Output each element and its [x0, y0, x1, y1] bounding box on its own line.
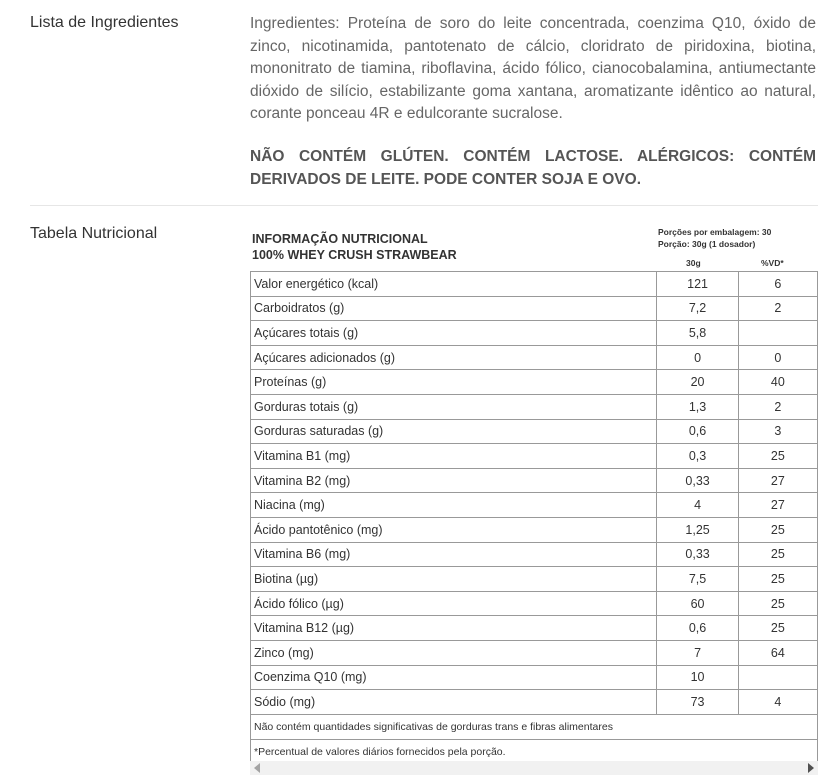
horizontal-scrollbar[interactable]	[250, 761, 818, 775]
nutrient-qty: 1,25	[657, 517, 738, 542]
nutrition-row	[251, 345, 818, 370]
nutrient-name: Niacina (mg)	[251, 493, 657, 518]
nutrient-name: Carboidratos (g)	[251, 296, 657, 321]
nutrition-title-line1: INFORMAÇÃO NUTRICIONAL	[252, 232, 428, 246]
nutrient-vd: 25	[738, 567, 817, 592]
nutrition-table-body	[251, 272, 818, 715]
serving-size: Porção: 30g (1 dosador)	[658, 239, 756, 249]
allergen-warning: NÃO CONTÉM GLÚTEN. CONTÉM LACTOSE. ALÉRGICOS: CONTÉM DERIVADOS DE LEITE. PODE CONTER SOJA E OVO.	[250, 148, 816, 188]
nutrient-vd: 40	[738, 370, 817, 395]
triangle-right-icon[interactable]	[808, 763, 814, 773]
nutrient-vd: 2	[738, 394, 817, 419]
ingredients-section-label: Lista de Ingredientes	[30, 14, 179, 31]
nutrient-qty: 1,3	[657, 394, 738, 419]
nutrient-vd: 27	[738, 468, 817, 493]
nutrient-qty: 5,8	[657, 321, 738, 346]
nutrient-name: Vitamina B2 (mg)	[251, 468, 657, 493]
nutrition-row	[251, 591, 818, 616]
nutrient-name: Açúcares totais (g)	[251, 321, 657, 346]
nutrient-name: Coenzima Q10 (mg)	[251, 665, 657, 690]
nutrient-name: Valor energético (kcal)	[251, 272, 657, 297]
nutrition-row	[251, 567, 818, 592]
nutrient-vd: 25	[738, 616, 817, 641]
nutrient-qty: 0,33	[657, 542, 738, 567]
servings-per-package: Porções por embalagem: 30	[658, 227, 772, 237]
nutrient-vd: 25	[738, 444, 817, 469]
nutrient-vd: 64	[738, 640, 817, 665]
section-divider	[30, 205, 818, 206]
nutrient-vd: 25	[738, 542, 817, 567]
footnote-row	[251, 714, 818, 739]
column-header-vd: %VD*	[761, 258, 784, 268]
nutrition-table-title	[252, 231, 457, 263]
nutrient-vd	[738, 321, 817, 346]
nutrition-title-line2: 100% WHEY CRUSH STRAWBEAR	[252, 248, 457, 262]
nutrient-qty: 60	[657, 591, 738, 616]
nutrient-vd: 25	[738, 591, 817, 616]
nutrition-table	[250, 271, 818, 765]
nutrition-row	[251, 690, 818, 715]
nutrition-row	[251, 394, 818, 419]
serving-info	[658, 226, 771, 250]
nutrient-name: Açúcares adicionados (g)	[251, 345, 657, 370]
nutrient-qty: 7,2	[657, 296, 738, 321]
nutrient-name: Biotina (µg)	[251, 567, 657, 592]
nutrient-name: Ácido fólico (µg)	[251, 591, 657, 616]
nutrient-qty: 73	[657, 690, 738, 715]
nutrient-name: Vitamina B12 (µg)	[251, 616, 657, 641]
nutrition-row	[251, 616, 818, 641]
nutrient-qty: 4	[657, 493, 738, 518]
nutrition-row	[251, 296, 818, 321]
footnote-daily-values: *Percentual de valores diários fornecidos pela porção.	[251, 739, 818, 764]
nutrient-qty: 10	[657, 665, 738, 690]
nutrient-qty: 121	[657, 272, 738, 297]
nutrient-name: Gorduras totais (g)	[251, 394, 657, 419]
nutrient-name: Sódio (mg)	[251, 690, 657, 715]
nutrient-name: Vitamina B1 (mg)	[251, 444, 657, 469]
nutrient-vd: 6	[738, 272, 817, 297]
nutrition-row	[251, 419, 818, 444]
nutrient-vd: 27	[738, 493, 817, 518]
nutrition-row	[251, 370, 818, 395]
nutrient-name: Zinco (mg)	[251, 640, 657, 665]
nutrient-qty: 0,3	[657, 444, 738, 469]
nutrition-row	[251, 517, 818, 542]
nutrient-qty: 0	[657, 345, 738, 370]
nutrition-row	[251, 321, 818, 346]
nutrition-row	[251, 542, 818, 567]
nutrition-table-footer	[251, 714, 818, 764]
nutrient-qty: 0,6	[657, 616, 738, 641]
nutrient-qty: 7	[657, 640, 738, 665]
nutrient-qty: 20	[657, 370, 738, 395]
nutrition-row	[251, 444, 818, 469]
nutrient-qty: 7,5	[657, 567, 738, 592]
nutrient-vd: 25	[738, 517, 817, 542]
nutrient-name: Vitamina B6 (mg)	[251, 542, 657, 567]
nutrient-name: Gorduras saturadas (g)	[251, 419, 657, 444]
nutrient-vd: 3	[738, 419, 817, 444]
nutrition-row	[251, 272, 818, 297]
ingredients-text: Ingredientes: Proteína de soro do leite concentrada, coenzima Q10, óxido de zinco, nicotinamida, pantotenato de cálcio, cloridrato de piridoxina, biotina, mononitrato de tiamina, riboflavina, ácido fólico, cianocobalamina, antiumectante dióxido de silício, estabilizante goma xantana, aromatizante idêntico ao natural, corante ponceau 4R e edulcorante sucralose.	[250, 15, 816, 122]
nutrient-name: Proteínas (g)	[251, 370, 657, 395]
nutrition-row	[251, 493, 818, 518]
nutrient-name: Ácido pantotênico (mg)	[251, 517, 657, 542]
triangle-left-icon[interactable]	[254, 763, 260, 773]
footnote-trans-fat: Não contém quantidades significativas de gorduras trans e fibras alimentares	[251, 714, 818, 739]
nutrition-row	[251, 468, 818, 493]
nutrient-vd: 2	[738, 296, 817, 321]
nutrition-row	[251, 665, 818, 690]
nutrient-qty: 0,33	[657, 468, 738, 493]
nutrient-vd	[738, 665, 817, 690]
nutrient-vd: 0	[738, 345, 817, 370]
column-header-qty: 30g	[686, 258, 701, 268]
nutrient-qty: 0,6	[657, 419, 738, 444]
nutrition-row	[251, 640, 818, 665]
nutrition-section-label: Tabela Nutricional	[30, 225, 158, 242]
nutrient-vd: 4	[738, 690, 817, 715]
